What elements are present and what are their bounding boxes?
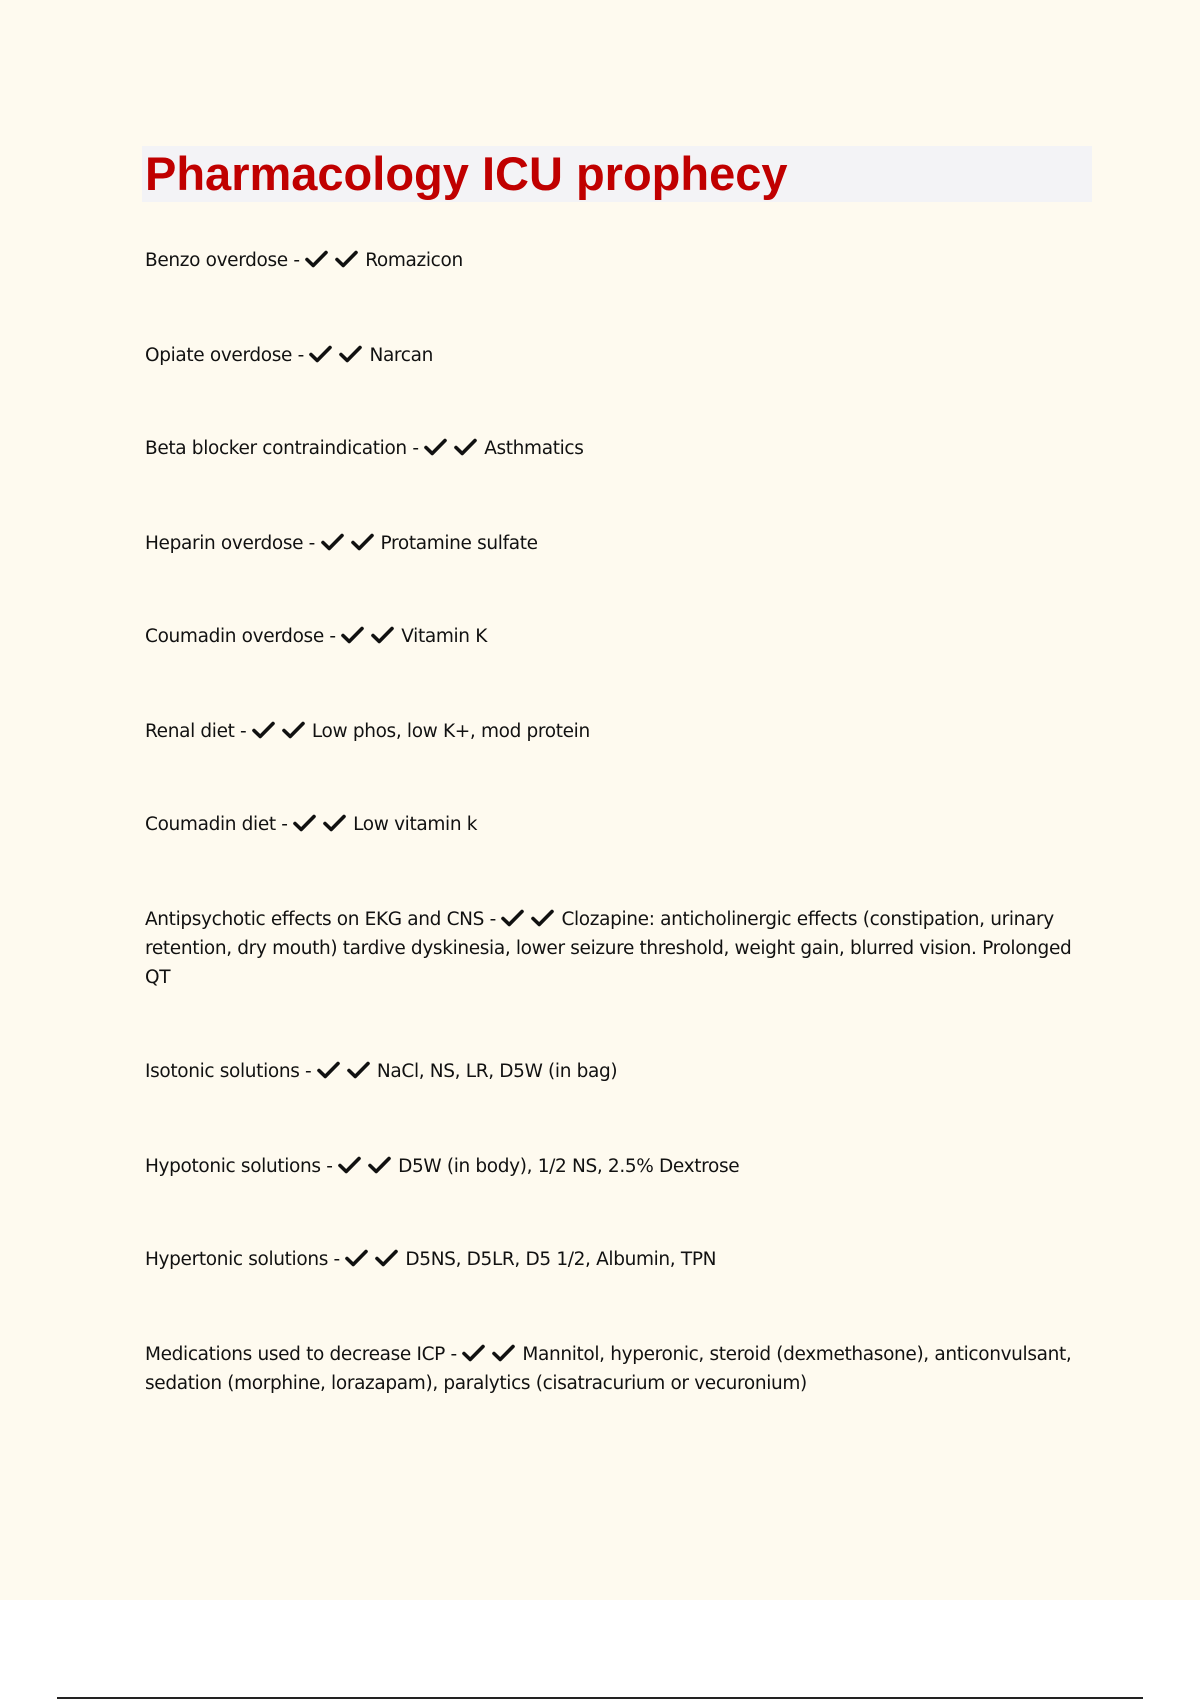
- check-mark-icon: [492, 1344, 515, 1362]
- entry-answer: Protamine sulfate: [380, 533, 538, 554]
- check-mark-icon: [335, 250, 358, 268]
- check-mark-icon: [351, 533, 374, 551]
- flashcard-entry: [145, 246, 1095, 275]
- entry-answer: Mannitol, hyperonic, steroid (dexmethasone), anticonvulsant, sedation (morphine, lorazapam), paralytics (cisatracurium or vecuronium): [145, 1344, 1072, 1394]
- entry-question: Coumadin overdose: [145, 626, 324, 647]
- check-mark-icon: [341, 626, 364, 644]
- check-mark-icon: [323, 814, 346, 832]
- entry-separator: -: [484, 909, 502, 930]
- flashcard-entry: [145, 810, 1095, 839]
- check-mark-icon: [347, 1061, 370, 1079]
- entry-question: Coumadin diet: [145, 814, 276, 835]
- check-mark-icon: [339, 345, 362, 363]
- entry-question: Hypotonic solutions: [145, 1156, 321, 1177]
- entry-answer: Clozapine: anticholinergic effects (constipation, urinary retention, dry mouth) tardive dyskinesia, lower seizure threshold, weight gain, blurred vision. Prolonged QT: [145, 909, 1072, 988]
- entry-separator: -: [299, 1061, 317, 1082]
- entry-question: Antipsychotic effects on EKG and CNS: [145, 909, 485, 930]
- check-mark-icon: [252, 721, 275, 739]
- entry-answer: Narcan: [369, 345, 433, 366]
- flashcard-entry: [145, 905, 1095, 992]
- entry-separator: -: [320, 1156, 339, 1177]
- entry-answer: Asthmatics: [484, 438, 584, 459]
- entry-separator: -: [323, 626, 342, 647]
- entry-question: Medications used to decrease ICP: [145, 1344, 445, 1365]
- entry-question: Beta blocker contraindication: [145, 438, 407, 459]
- entry-question: Opiate overdose: [145, 345, 293, 366]
- entry-separator: -: [287, 250, 306, 271]
- entry-answer: Romazicon: [365, 250, 463, 271]
- entry-separator: -: [234, 721, 252, 742]
- entry-separator: -: [444, 1344, 463, 1365]
- flashcard-entry: [145, 529, 1095, 558]
- check-mark-icon: [305, 250, 328, 268]
- check-mark-icon: [282, 721, 305, 739]
- entry-answer: Low phos, low K+, mod protein: [311, 721, 590, 742]
- flashcard-entry: [145, 1340, 1095, 1398]
- check-mark-icon: [309, 345, 332, 363]
- entry-answer: D5W (in body), 1/2 NS, 2.5% Dextrose: [398, 1156, 740, 1177]
- entry-question: Hypertonic solutions: [145, 1249, 328, 1270]
- check-mark-icon: [371, 626, 394, 644]
- flashcard-entry: [145, 341, 1095, 370]
- entry-answer: Vitamin K: [401, 626, 487, 647]
- check-mark-icon: [345, 1249, 368, 1267]
- page-title: Pharmacology ICU prophecy: [145, 147, 788, 200]
- flashcard-entry: [145, 622, 1095, 651]
- check-mark-icon: [375, 1249, 398, 1267]
- entry-question: Heparin overdose: [145, 533, 304, 554]
- entry-question: Isotonic solutions: [145, 1061, 300, 1082]
- flashcard-entry: [145, 1245, 1095, 1274]
- entry-answer: Low vitamin k: [353, 814, 478, 835]
- check-mark-icon: [462, 1344, 485, 1362]
- check-mark-icon: [338, 1156, 361, 1174]
- check-mark-icon: [368, 1156, 391, 1174]
- entry-separator: -: [406, 438, 425, 459]
- entry-separator: -: [275, 814, 294, 835]
- entry-answer: D5NS, D5LR, D5 1/2, Albumin, TPN: [405, 1249, 717, 1270]
- check-mark-icon: [454, 438, 477, 456]
- check-mark-icon: [317, 1061, 340, 1079]
- flashcard-entry: [145, 1057, 1095, 1086]
- check-mark-icon: [293, 814, 316, 832]
- entry-separator: -: [292, 345, 310, 366]
- check-mark-icon: [424, 438, 447, 456]
- entry-answer: NaCl, NS, LR, D5W (in bag): [376, 1061, 618, 1082]
- entry-question: Renal diet: [145, 721, 235, 742]
- flashcard-entry: [145, 717, 1095, 746]
- entry-question: Benzo overdose: [145, 250, 288, 271]
- check-mark-icon: [321, 533, 344, 551]
- entry-separator: -: [303, 533, 321, 554]
- check-mark-icon: [501, 909, 524, 927]
- check-mark-icon: [531, 909, 554, 927]
- flashcard-entry: [145, 1152, 1095, 1181]
- flashcard-entry: [145, 434, 1095, 463]
- entry-separator: -: [327, 1249, 346, 1270]
- footer-divider: [57, 1697, 1143, 1699]
